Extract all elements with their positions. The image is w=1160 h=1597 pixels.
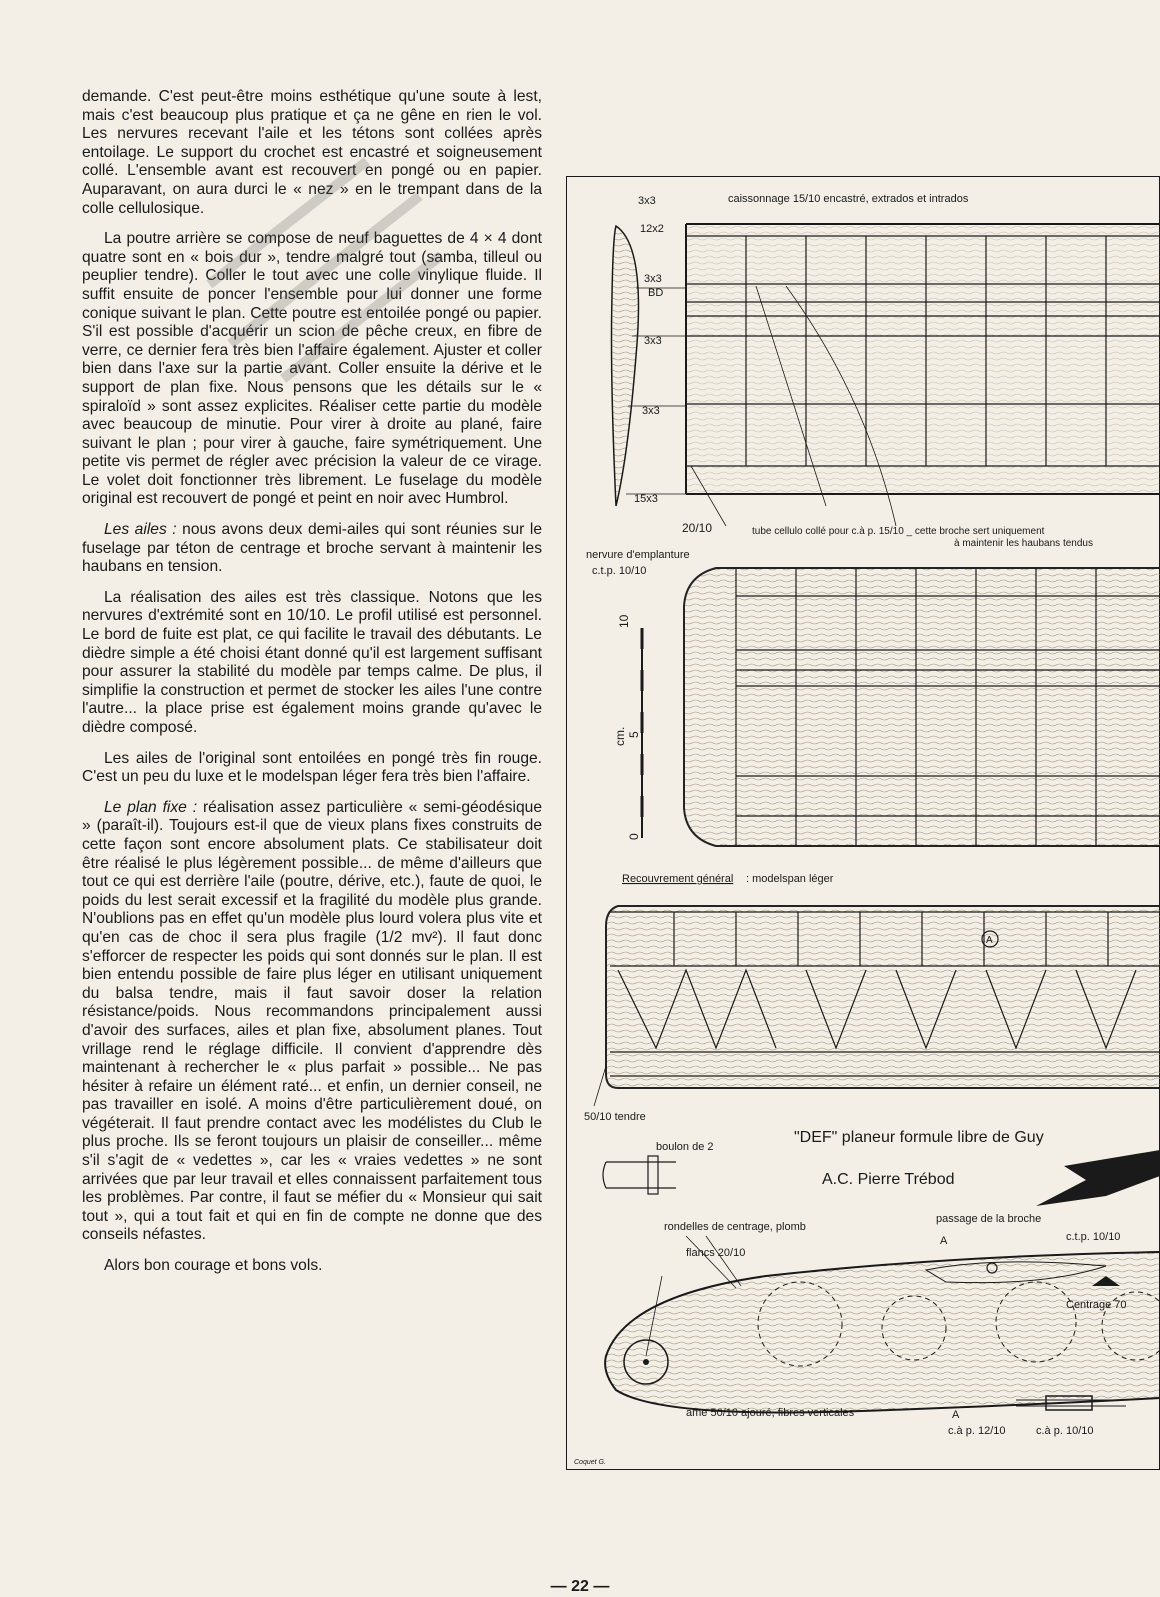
paragraph: demande. C'est peut-être moins esthétique qu'une soute à lest, mais c'est beaucoup plus pratique et ça ne gêne en rien le vol. Les nervures recevant l'aile et les tétons sont collées après entoilage. Le support du crochet est encastré et soigneusement collé. L'ensemble avant est recouvert en pongé ou en papier. Auparavant, on aura durci le « nez » en le trempant dans de la colle cellulosique. <box>82 88 542 217</box>
paragraph: La réalisation des ailes est très classique. Notons que les nervures d'extrémité sont en 10/10. Le profil utilisé est personnel. Le bord de fuite est plat, ce qui facilite le travail des débutants. Le dièdre simple a été choisi étant donné qu'il est largement suffisant pour assurer la stabilité du modèle par temps calme. De plus, il simplifie la construction et permet de stocker les ailes l'une contre l'autre... la place prise est également moins grande qu'avec le dièdre composé. <box>82 588 542 736</box>
label-cap-12: c.à p. 12/10 <box>948 1425 1006 1437</box>
label-50-10: 50/10 tendre <box>584 1111 646 1123</box>
label-nervure-ctp: c.t.p. 10/10 <box>592 565 647 577</box>
label-centrage: Centrage 70 <box>1066 1299 1127 1311</box>
label-tube-2: à maintenir les haubans tendus <box>954 538 1093 549</box>
paragraph: La poutre arrière se compose de neuf baguettes de 4 × 4 dont quatre sont en « bois dur », tendre malgré tout (samba, tilleul ou peuplier tendre). Coller le tout avec une colle vinylique fluide. Il suffit ensuite de poncer l'ensemble pour lui donner une forme conique suivant le plan. Cette poutre est entoilée pongé ou papier. S'il est possible d'acquérir un scion de pêche creux, en fibre de verre, ce dernier fera très bien l'affaire également. Ajuster et coller bien dans l'axe sur la partie avant. Coller ensuite la dérive et le support de plan fixe. Nous pensons que les détails sur le « spiraloïd » sont assez explicites. Réaliser cette partie du modèle avec beaucoup de minutie. Pour virer à droite au plané, faire suivant le plan ; pour virer à gauche, faire symétriquement. Une petite vis permet de régler avec précision la valeur de ce virage. Le volet doit fonctionner très librement. Le fuselage du modèle original est recouvert de pongé et peint en noir avec Humbrol. <box>82 230 542 508</box>
scale-label-10: 10 <box>617 614 631 628</box>
label-rondelles: rondelles de centrage, plomb <box>664 1221 806 1233</box>
paragraph: Les ailes de l'original sont entoilées en pongé très fin rouge. C'est un peu du luxe et le modelspan léger fera très bien l'affaire. <box>82 749 542 786</box>
label-bd: BD <box>648 287 664 299</box>
scale-label-unit: cm. <box>613 726 627 746</box>
label-15x3: 15x3 <box>634 493 658 505</box>
label-flancs: flancs 20/10 <box>686 1247 746 1259</box>
label-section-a-1: A <box>940 1235 948 1247</box>
wing-plan <box>612 224 1160 526</box>
label-12x2: 12x2 <box>640 223 664 235</box>
model-plan-drawing <box>566 176 1160 1470</box>
label-cap-10: c.à p. 10/10 <box>1036 1425 1094 1437</box>
stabilizer-plan <box>594 906 1160 1106</box>
label-nervure: nervure d'emplanture <box>586 549 690 561</box>
wing-plan-covered <box>684 568 1160 846</box>
label-3x3-b: 3x3 <box>644 335 662 347</box>
drawing-signature: Coquet G. <box>574 1459 606 1466</box>
label-3x3-c: 3x3 <box>642 405 660 417</box>
label-caissonnage: caissonnage 15/10 encastré, extrados et intrados <box>728 193 969 205</box>
label-recouvrement: Recouvrement général <box>622 873 734 885</box>
label-3x3-a: 3x3 <box>644 273 662 285</box>
club-logo <box>1036 1150 1160 1206</box>
plan-title: "DEF" planeur formule libre de Guy <box>794 1129 1044 1146</box>
label-ctp: c.t.p. 10/10 <box>1066 1231 1121 1243</box>
label-recouvrement-2: : modelspan léger <box>746 873 834 885</box>
paragraph: Alors bon courage et bons vols. <box>104 1257 323 1275</box>
label-ame: âme 50/10 ajouré, fibres verticales <box>686 1407 855 1419</box>
label-section-a-2: A <box>952 1409 960 1421</box>
label-3x3-top: 3x3 <box>638 195 656 207</box>
label-circle-a: A <box>986 935 993 946</box>
article-text-column <box>82 88 542 1288</box>
plan-svg <box>566 176 1160 1470</box>
plan-club: A.C. Pierre Trébod <box>822 1171 955 1188</box>
scale-label-0: 0 <box>627 833 641 840</box>
scale-label-5: 5 <box>627 731 641 738</box>
paragraph: Le plan fixe : réalisation assez particulière « semi-géodésique » (paraît-il). Toujours est-il que de vieux plans fixes construits de cette façon sont encore absolument plats. Ce stabilisateur doit être réalisé le plus légèrement possible... de même d'ailleurs que tout ce qui est derrière l'aile (poutre, dérive, etc.), faute de quoi, le poids du lest serait excessif et la fragilité du modèle plus grande. N'oublions pas en effet qu'un modèle plus lourd volera plus vite et qu'en cas de choc il sera plus fragile (1/2 mv²). Il faut donc s'efforcer de respecter les poids qui sont donnés sur le plan. Il est bien entendu possible de faire plus léger en utilisant uniquement du balsa tendre, mais il faut savoir doser la relation résistance/poids. Nous recommandons principalement aussi d'avoir des surfaces, ailes et plan fixe, absolument planes. Tout vrillage rend le réglage difficile. Il convient d'apprendre dès maintenant à rechercher le « plus parfait » possible... Ne pas hésiter à refaire un élément raté... et enfin, un dernier conseil, ne pas travailler en isolé. A moins d'être particulièrement doué, on végéterait. Il faut prendre contact avec les modélistes du Club le plus proche. Ils se feront toujours un plaisir de conseiller... même s'il s'agit de « vedettes », car les « vraies vedettes » ne sont arrivées que par leur travail et elles connaissent parfaitement tous les problèmes. Par contre, il faut se méfier du « Monsieur qui sait tout », qui a tout fait et qui en fin de compte ne donne que des conseils néfastes. <box>82 798 542 1244</box>
label-boulon: boulon de 2 <box>656 1141 714 1153</box>
label-20-10: 20/10 <box>682 521 713 535</box>
paragraph: Les ailes : nous avons deux demi-ailes qui sont réunies sur le fuselage par téton de centrage et broche servant à maintenir les haubans en tension. <box>82 521 542 576</box>
label-passage-broche: passage de la broche <box>936 1213 1042 1225</box>
label-tube: tube cellulo collé pour c.à p. 15/10 _ cette broche sert uniquement <box>752 526 1045 537</box>
page-number: — 22 — <box>550 1578 610 1595</box>
